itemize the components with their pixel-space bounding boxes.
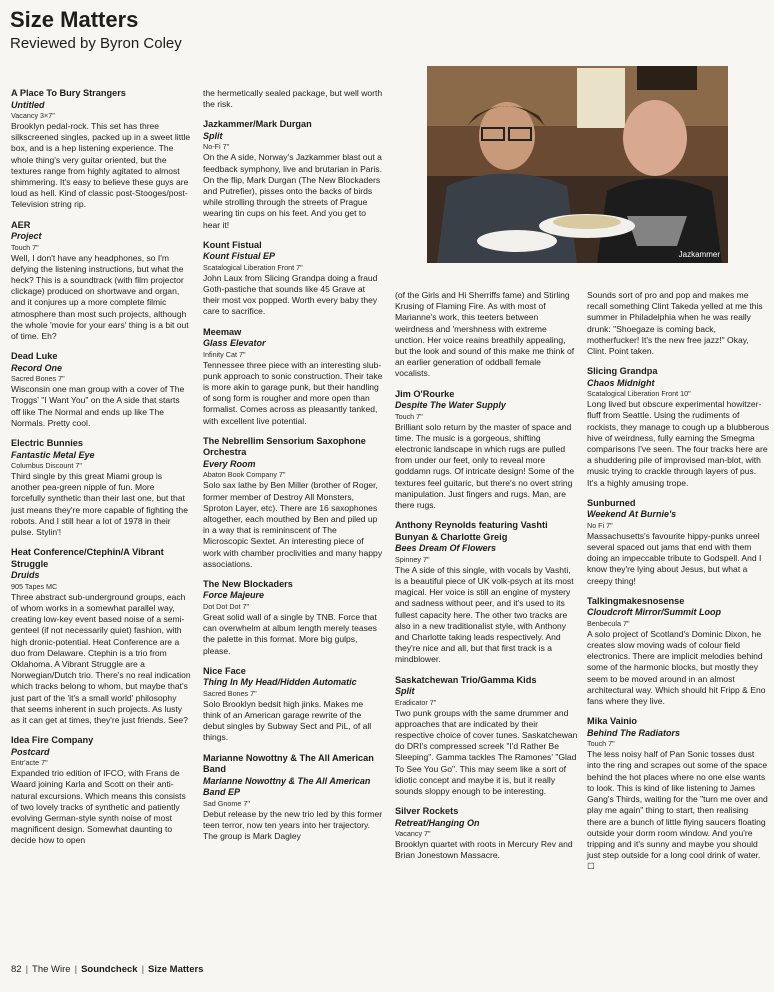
footer-separator: | xyxy=(141,964,145,975)
jazkammer-photo xyxy=(427,66,728,263)
review-body: John Laux from Slicing Grandpa doing a fraud Goth-pastiche that sounds like 45 Grave at their most vox popped. Worth every baby they care to sacrifice. xyxy=(203,272,378,317)
review-label: Touch 7" xyxy=(587,739,615,749)
review-artist: The Nebrellim Sensorium Saxophone Orchestra xyxy=(203,435,366,458)
review-body: Brooklyn pedal-rock. This set has three silkscreened singles, packed up in a sweet little box, and is a hep listening experience. The whole thing's very guitar oriented, but the textures range from highly agitated to almost shimmering. It's easy to believe these guys are loud as hell. Kind of classic post-Stooges/post-Television string rip. xyxy=(11,121,191,210)
review-continued xyxy=(587,290,769,357)
review-release: Project xyxy=(11,231,42,242)
photo-caption: Jazkammer xyxy=(678,250,720,259)
review-label: Infinity Cat 7" xyxy=(203,349,246,359)
review-release: Kount Fistual EP xyxy=(203,251,275,262)
review-label: Abaton Book Company 7" xyxy=(203,470,286,480)
review-release: Despite The Water Supply xyxy=(395,400,506,411)
review-release: Marianne Nowottny & The All American Band EP xyxy=(203,775,371,798)
review-label: Sacred Bones 7" xyxy=(11,374,65,384)
review xyxy=(11,547,191,726)
review-artist: Electric Bunnies xyxy=(11,438,83,449)
page-title: Size Matters xyxy=(10,7,139,32)
review xyxy=(11,438,191,538)
column-2 xyxy=(203,88,383,851)
review-artist: Talkingmakesnosense xyxy=(587,595,685,606)
review-body: Third single by this great Miami group is another pea-green nipple of fun. More forcefully synthetic than their last one, but that just means they're more capable of fighting the robots. And I still hear a lot of 1978 in their pulse. Stylin'! xyxy=(11,471,188,538)
review xyxy=(203,436,383,570)
page-footer xyxy=(11,964,203,975)
column-3 xyxy=(395,290,578,871)
review-label: Dot Dot Dot 7" xyxy=(203,601,250,611)
review-release: Split xyxy=(395,686,415,697)
review-body: Expanded trio edition of IFCO, with Frans de Waard joining Karla and Scott on their anti-natural excursions. Which means this consists of two lovely tracks of synthetic and patiently evolving German-style synth noise of most magnificent design. Somewhat daunting to decide how to open xyxy=(11,768,186,846)
review-release: Split xyxy=(203,130,223,141)
review xyxy=(587,716,769,872)
review-body: Long lived but obscure experimental howitzer-fluff from Seattle. Using the rudiments of rockists, they manage to cough up a blubberous hive of weirdness, fully earning the Smegma comparisons I've seen. The four tracks here are a shuddering pile of improvised man-blot, with music trying to crackle through layers of pus. It's a highly amusing trope. xyxy=(587,399,769,488)
review-body: the hermetically sealed package, but well worth the risk. xyxy=(203,88,383,110)
review-artist: Mika Vainio xyxy=(587,716,638,727)
magazine-name: The Wire xyxy=(32,964,71,975)
review-label: Touch 7" xyxy=(395,411,423,421)
review-body: Great solid wall of a single by TNB. Force that can overwhelm at album length merely teases the palette in this format. More big gulps, please. xyxy=(203,611,377,656)
page-number: 82 xyxy=(11,964,22,975)
review xyxy=(11,735,191,846)
review-body: A solo project of Scotland's Dominic Dixon, he creates slow moving wads of colour field electronics. There are implicit melodies behind some of the harmonic blocks, but mostly they seem to be moved around in an almost architectural way. Which should hit Fripp & Eno fans where they live. xyxy=(587,628,766,707)
review-artist: Idea Fire Company xyxy=(11,735,94,746)
footer-separator: | xyxy=(25,964,29,975)
review-body: On the A side, Norway's Jazkammer blast out a feedback symphony, live and brutarian in Paris. On the flip, Mark Durgan (The New Blockaders and Putrefier), pisses onto the backs of birds while strolling through the streets of Prague wearing tin cups on his feet. And you get to hear it! xyxy=(203,152,382,230)
review-artist: Saskatchewan Trio/Gamma Kids xyxy=(395,674,537,685)
review-label: Entr'acte 7" xyxy=(11,758,48,768)
review-body: The less noisy half of Pan Sonic tosses dust into the ring and scrapes out some of the space behind the hot places where no one else wants to look. This is kind of like listening to James Gang's Thirds, waiting for the "turn me over and play me again" thing to start, then realising there are a bunch of little flying saucers floating outside your dorm room window. And you're tripping and it's sunny and maybe you should just step outside for a long cool drink of water. ☐ xyxy=(587,749,768,872)
review-body: Brooklyn quartet with roots in Mercury Rev and Brian Jonestown Massacre. xyxy=(395,839,573,861)
review xyxy=(203,240,383,318)
review-artist: Marianne Nowottny & The All American Band xyxy=(203,752,374,775)
review-body: Wisconsin one man group with a cover of The Troggs' "I Want You" on the A side that starts off like The Normal and ends up like The Normals. Pretty cool. xyxy=(11,384,185,428)
review xyxy=(203,579,383,657)
review xyxy=(587,596,769,707)
review-label: No-Fi 7" xyxy=(203,142,230,152)
review-release: Bees Dream Of Flowers xyxy=(395,543,497,554)
review-label: Eradicator 7" xyxy=(395,697,437,707)
review-label: Scatalogical Liberation Front 7" xyxy=(203,262,303,272)
review xyxy=(395,675,578,798)
review-continued xyxy=(203,88,383,110)
review-artist: AER xyxy=(11,219,31,230)
review-body: The A side of this single, with vocals by Vashti, is a beautiful piece of UK volk-psych at its most magical. Her voice is still an engine of mystery and sadness without peer, and it's used to its fullest capacity here. The other two tracks are also in a new traditionalist style, with Anthony and Charlotte taking leads respectively. And they're nice and all, but that first track is a mindblower. xyxy=(395,564,574,665)
review-artist: Heat Conference/Ctephin/A Vibrant Struggle xyxy=(11,547,164,569)
review-label: Spinney 7" xyxy=(395,554,430,564)
review-artist: Dead Luke xyxy=(11,351,58,362)
review-release: Weekend At Burnie's xyxy=(587,509,677,520)
page-header xyxy=(10,8,182,53)
review xyxy=(11,88,191,211)
review-release: Postcard xyxy=(11,746,50,757)
review-body: Tennessee three piece with an interesting slub-punk approach to sonic construction. Their take is more akin to garage punk, but their handling of song form is rougher and more open than formalist. Comes across as pleasantly tanked, with excellent live potential. xyxy=(203,359,383,426)
review-release: Fantastic Metal Eye xyxy=(11,449,95,460)
review-release: Behind The Radiators xyxy=(587,727,681,738)
review-artist: A Place To Bury Strangers xyxy=(11,88,126,98)
photo-illustration xyxy=(427,66,728,263)
review-label: No Fi 7" xyxy=(587,520,613,530)
review-body: Three abstract sub-underground groups, each of whom works in a somewhat parallel way, creating low-key event based noise of a semi-genteel (if not necessarily quiet) fashion, with high dronic-potential. Heat Conference are a duo from Delaware. Ctephin is a trio from Oklahoma. A Vibrant Struggle are a Norwegian/Dutch trio. There's no real indication which tracks belong to whom, but maybe that's just part of the 'it's a small world' philosophy that seems inherent in such projects. As lusty as it can get at times, they're just friends. See? xyxy=(11,591,191,726)
review-body: Well, I don't have any headphones, so I'm defying the listening instructions, but what the heck? This is a soundtrack (with film projector clickage) produced on shortwave and organ, and it conjures up a more complete filmic atmosphere than most such projects, although the whole 'movie for your ears' thing is a bit out of time. Eh? xyxy=(11,252,189,342)
review-artist: Meemaw xyxy=(203,326,242,337)
review xyxy=(203,327,383,427)
review-label: Columbus Discount 7" xyxy=(11,461,82,471)
review-label: Benbecula 7" xyxy=(587,618,630,628)
review-release: Cloudcroft Mirror/Summit Loop xyxy=(587,607,721,618)
review-release: Chaos Midnight xyxy=(587,377,655,388)
review-artist: Slicing Grandpa xyxy=(587,366,658,377)
review-body: Brilliant solo return by the master of space and time. The music is a gorgeous, shifting electronic landscape in which rugs are pulled from under our feet, only to reveal more goddamn rugs. Of intricate design! Some of the textures feel guitaric, but there's no overt string manipulation. Just fingers and rugs. Man, are there rugs. xyxy=(395,421,575,511)
review-body: Sounds sort of pro and pop and makes me recall something Clint Takeda yelled at me this summer in Philadelphia when he was really drunk: "Shoegaze is coming back, motherfucker! It's the new free jazz!" Okay, Clint. Point taken. xyxy=(587,290,763,357)
review-label: 905 Tapes MC xyxy=(11,581,58,591)
review-label: Sacred Bones 7" xyxy=(203,688,257,698)
column-4 xyxy=(587,290,769,882)
review xyxy=(11,351,191,429)
review-label: Sad Gnome 7" xyxy=(203,798,250,808)
review-body: (of the Girls and Hi Sherriffs fame) and Stirling Krusing of Flaming Fire. As with most of Marianne's work, this teeters between weirdness and 'mershness with extreme unction. Her voice reains breathily appealing, but the look and sound of this make me think of an earlier generation of oddball female vocalists. xyxy=(395,290,575,379)
review xyxy=(395,520,578,665)
footer-separator: | xyxy=(74,964,78,975)
review-release: Force Majeure xyxy=(203,590,265,601)
review-release: Thing In My Head/Hidden Automatic xyxy=(203,677,357,688)
review xyxy=(587,498,769,587)
review-release: Druids xyxy=(11,570,40,581)
review-label: Vacancy 7" xyxy=(395,829,431,839)
review xyxy=(587,366,769,489)
review-continued xyxy=(395,290,578,380)
column-1 xyxy=(11,88,191,856)
review-artist: Silver Rockets xyxy=(395,806,459,817)
review-body: Solo Brooklyn bedsit high jinks. Makes me think of an American garage rewrite of the debut singles by Subway Sect and PiL, of all things. xyxy=(203,698,372,743)
review-release: Retreat/Hanging On xyxy=(395,817,480,828)
review-artist: Nice Face xyxy=(203,665,246,676)
review xyxy=(203,119,383,230)
review-label: Vacancy 3×7" xyxy=(11,111,55,120)
review-body: Two punk groups with the same drummer and approaches that are indicated by their respective choice of cover tunes. Saskatchewan do DRI's compressed screek "I'd Rather Be Sleeping". Gamma tackles The Ramones' "Glad To See You Go". This may seem like a sort of idiotic concept and maybe it is, but it really sounds sloppy enough to be interesting. xyxy=(395,707,578,796)
review-label: Scatalogical Liberation Front 10" xyxy=(587,389,691,399)
review-artist: Kount Fistual xyxy=(203,239,262,250)
review xyxy=(203,666,383,744)
review-artist: Sunburned xyxy=(587,497,636,508)
byline: Reviewed by Byron Coley xyxy=(10,35,182,52)
review xyxy=(203,753,383,843)
review-body: Debut release by the new trio led by this former teen terror, now ten years into her trajectory. The group is Mark Dagley xyxy=(203,808,383,842)
section-name: Soundcheck xyxy=(81,964,138,975)
review-release: Record One xyxy=(11,362,63,373)
review-artist: Jim O'Rourke xyxy=(395,388,455,399)
review-artist: Anthony Reynolds featuring Vashti Bunyan & Charlotte Greig xyxy=(395,520,548,542)
feature-name: Size Matters xyxy=(148,964,204,975)
review xyxy=(11,220,191,343)
review-artist: Jazkammer/Mark Durgan xyxy=(203,119,312,130)
review xyxy=(395,806,578,861)
review xyxy=(395,389,578,512)
review-label: Touch 7" xyxy=(11,242,39,252)
review-body: Solo sax lathe by Ben Miller (brother of Roger, former member of Destroy All Monsters, Sproton Layer, etc). There are 16 saxophones altogether, each mouthed by Ben and piled up in a way that is remininscent of The Microscopic Sextet. An interesting piece of work with chamber proclivities and many happy associations. xyxy=(203,480,383,569)
review-artist: The New Blockaders xyxy=(203,578,293,589)
review-body: Massachusetts's favourite hippy-punks unreel several spaced out jams that end with them doing an impeccable tribute to Godspell. And I know they're lying about Jesus, but what a creepy thing! xyxy=(587,530,762,586)
review-release: Glass Elevator xyxy=(203,338,266,349)
review-release: Every Room xyxy=(203,458,256,469)
review-release: Untitled xyxy=(11,99,45,110)
